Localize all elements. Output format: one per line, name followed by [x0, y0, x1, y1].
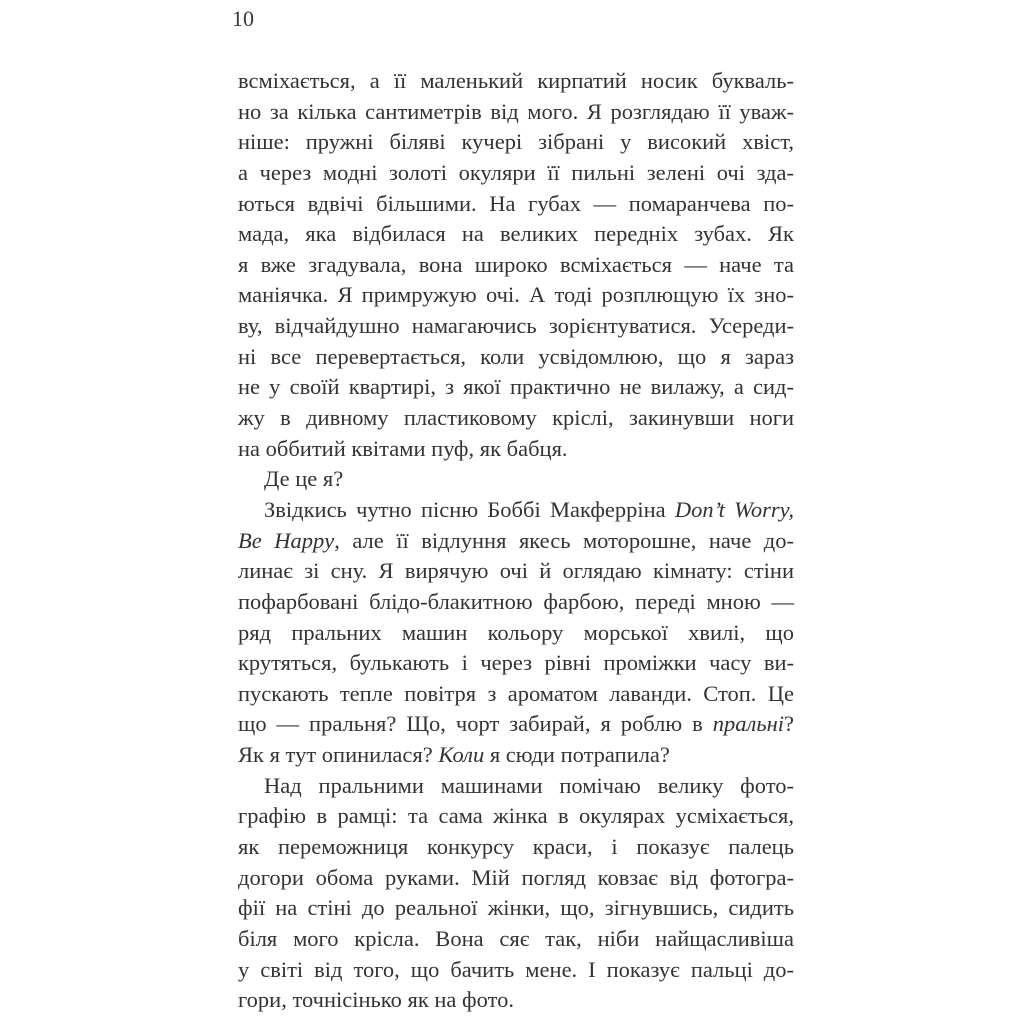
text-line	[238, 495, 794, 526]
text-segment: як переможниця конкурсу краси, і показує палець	[238, 834, 794, 860]
text-segment: не у своїй квартирі, з якої практично не вилажу, а сид-	[238, 374, 794, 400]
text-line	[238, 464, 794, 495]
text-segment: у світі від того, що бачить мене. І показує пальці до-	[238, 956, 794, 982]
text-segment: крутяться, булькають і через рівні проміжки часу ви-	[238, 650, 794, 676]
text-segment: на оббитий квітами пуф, як бабця.	[238, 435, 568, 461]
text-line	[238, 250, 794, 281]
text-segment: мада, яка відбилася на великих передніх зубах. Як	[238, 221, 794, 247]
text-line	[238, 587, 794, 618]
text-line	[238, 955, 794, 986]
text-segment: ?	[784, 711, 794, 737]
text-segment: ряд пральних машин кольору морської хвилі, що	[238, 619, 794, 645]
text-segment: графію в рамці: та сама жінка в окулярах усміхається,	[238, 803, 794, 829]
text-line	[238, 709, 794, 740]
text-line	[238, 97, 794, 128]
text-line	[238, 403, 794, 434]
text-line	[238, 158, 794, 189]
text-line	[238, 893, 794, 924]
text-line	[238, 801, 794, 832]
text-segment: я вже згадувала, вона широко всміхається — наче та	[238, 251, 794, 277]
italic-text: Коли	[438, 742, 485, 768]
text-line	[238, 66, 794, 97]
text-segment: Звідкись чутно пісню Боббі Макферріна	[264, 496, 675, 522]
italic-text: Be Happy	[238, 527, 335, 553]
page-number: 10	[232, 6, 254, 31]
text-line	[238, 434, 794, 465]
text-line	[238, 556, 794, 587]
text-line	[238, 342, 794, 373]
text-line	[238, 311, 794, 342]
text-segment: пускають тепле повітря з ароматом лаванди. Стоп. Це	[238, 680, 794, 706]
text-segment: догори обома руками. Мій погляд ковзає від фотогра-	[238, 864, 794, 890]
text-segment: ніше: пружні біляві кучері зібрані у високий хвіст,	[238, 129, 794, 155]
text-line	[238, 618, 794, 649]
text-segment: но за кілька сантиметрів від мого. Я розглядаю її уваж-	[238, 98, 794, 124]
text-line	[238, 372, 794, 403]
text-line	[238, 679, 794, 710]
body-text	[238, 66, 794, 1016]
text-segment: маніячка. Я примружую очі. А тоді розплющую їх зно-	[238, 282, 794, 308]
text-segment: ву, відчайдушно намагаючись зорієнтуватися. Усереди-	[238, 313, 794, 339]
text-segment: жу в дивному пластиковому кріслі, закинувши ноги	[238, 405, 794, 431]
text-segment: ються вдвічі більшими. На губах — помаранчева по-	[238, 190, 794, 216]
text-segment: Як я тут опинилася?	[238, 742, 439, 768]
text-line	[238, 280, 794, 311]
text-segment: всміхається, а її маленький кирпатий носик букваль-	[238, 68, 794, 93]
text-segment: я сюди потрапила?	[484, 742, 670, 768]
text-segment: гори, точнісінько як на фото.	[238, 987, 514, 1013]
text-line	[238, 924, 794, 955]
text-segment: а через модні золоті окуляри її пильні зелені очі зда-	[238, 159, 794, 185]
text-line	[238, 127, 794, 158]
text-segment: , але її відлуння якесь моторошне, наче до-	[334, 527, 794, 553]
italic-text: пральні	[712, 711, 784, 737]
text-line	[238, 771, 794, 802]
text-line	[238, 219, 794, 250]
text-line	[238, 863, 794, 894]
text-segment: пофарбовані блідо-блакитною фарбою, переді мною —	[238, 588, 794, 614]
text-segment: ні все перевертається, коли усвідомлюю, що я зараз	[238, 343, 794, 369]
text-segment: линає зі сну. Я вирячую очі й оглядаю кімнату: стіни	[238, 558, 794, 584]
text-segment: біля мого крісла. Вона сяє так, ніби найщасливіша	[238, 925, 794, 951]
text-line	[238, 648, 794, 679]
text-line	[238, 832, 794, 863]
italic-text: Don’t Worry,	[674, 496, 794, 522]
text-line	[238, 189, 794, 220]
text-line	[238, 526, 794, 557]
text-segment: Де це я?	[264, 466, 344, 492]
text-line	[238, 985, 794, 1016]
text-segment: фії на стіні до реальної жінки, що, зігнувшись, сидить	[238, 895, 794, 921]
text-segment: що — пральня? Що, чорт забирай, я роблю в	[238, 711, 713, 737]
text-segment: Над пральними машинами помічаю велику фото-	[264, 772, 794, 798]
text-line	[238, 740, 794, 771]
